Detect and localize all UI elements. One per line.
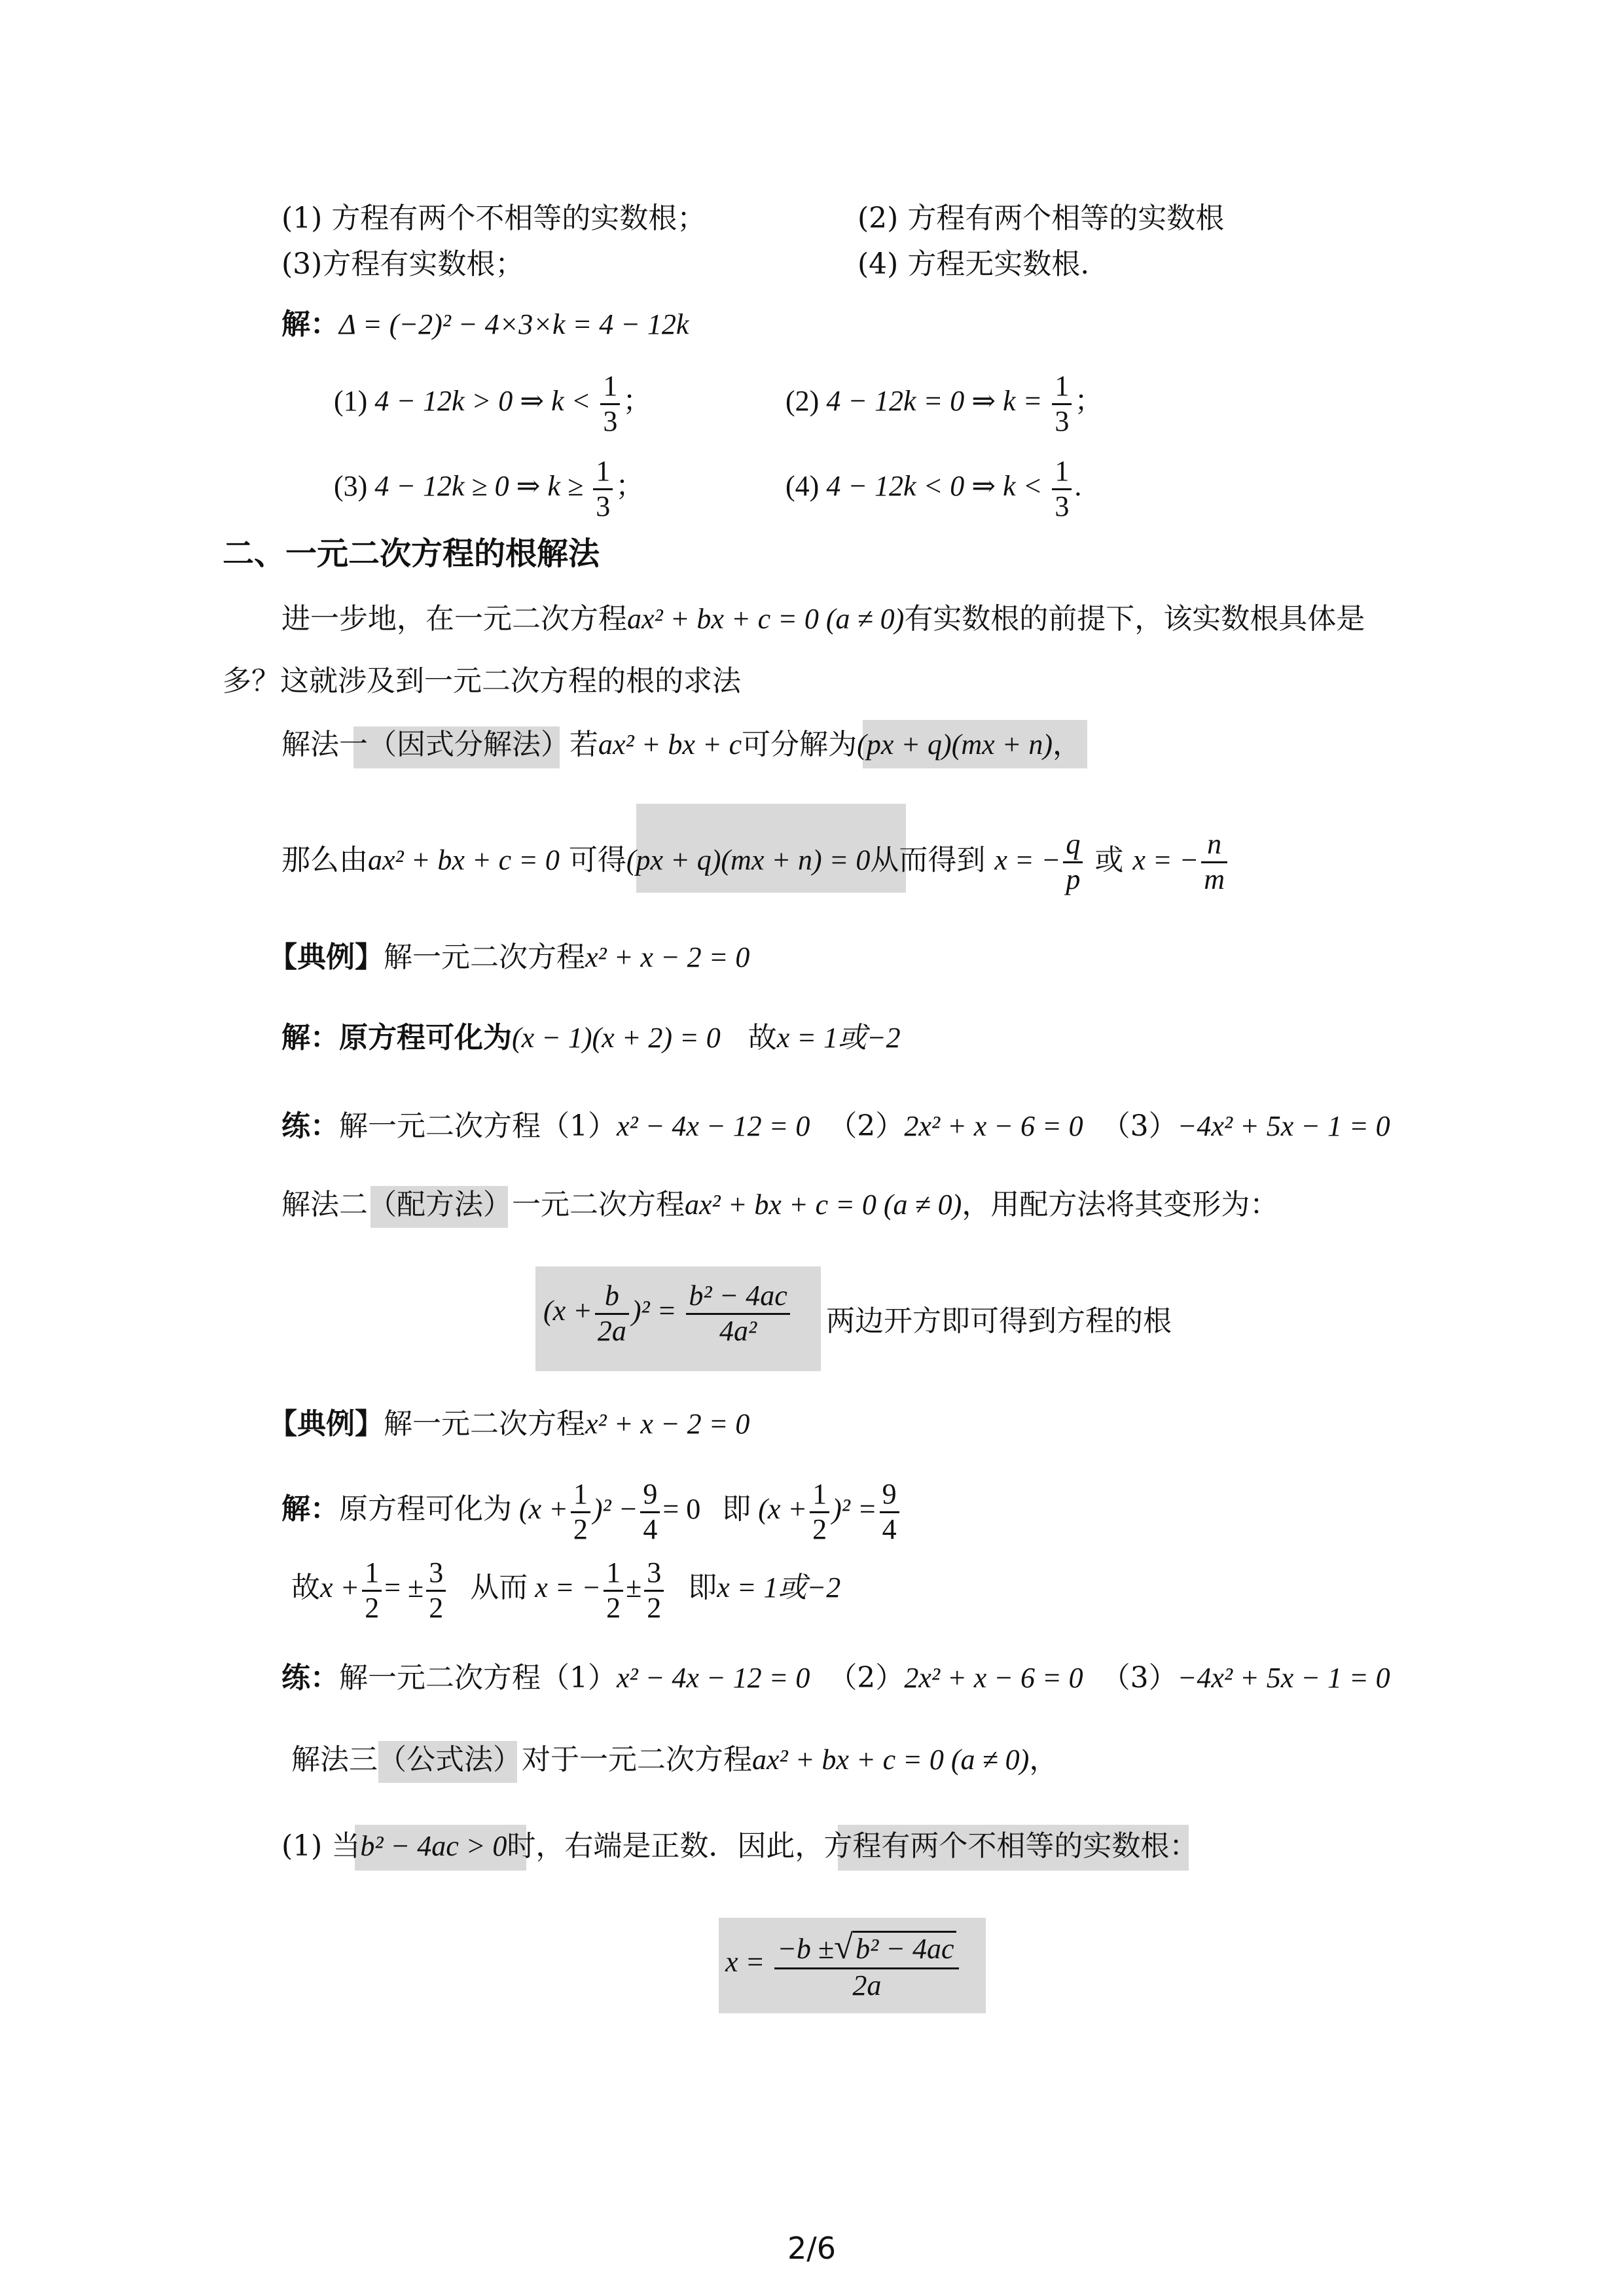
case-3-den: 3: [596, 490, 611, 522]
method1-comma: ，: [1053, 728, 1081, 761]
m2f-lhs-num: b: [595, 1280, 629, 1315]
example2-ji: 即: [722, 1492, 751, 1526]
practice-item-1-eq: x² − 4x − 12 = 0: [617, 1110, 810, 1142]
method1-line-1: [281, 728, 1081, 762]
e2l2-f2d: 2: [429, 1591, 444, 1624]
m3-case1-colon: ：: [1169, 1829, 1199, 1863]
root2-den: m: [1204, 863, 1225, 895]
practice-item-1-label: （1）: [541, 1109, 617, 1143]
condition-2: (2) 方程有两个相等的实数根: [857, 202, 1225, 235]
condition-4: (4) 方程无实数根.: [857, 247, 1090, 281]
example2-solution-line-1: [281, 1478, 902, 1546]
e2l2b-f2n: 3: [644, 1556, 664, 1592]
qf-numerator: [774, 1928, 959, 1969]
example1-solution-label: 解：原方程可化为: [281, 1021, 512, 1054]
practice-text: 解一元二次方程: [339, 1109, 541, 1143]
method1-root2-fraction: [1201, 828, 1227, 896]
example1-result: x = 1或−2: [776, 1022, 901, 1054]
case-1-den: 3: [603, 404, 618, 437]
practice-2: [281, 1661, 1390, 1696]
e2l2-frac1: [362, 1556, 382, 1624]
example2-ji2: 即: [688, 1571, 717, 1605]
method3-comma: ，: [1029, 1743, 1058, 1776]
e2l1-f1n: 1: [571, 1478, 590, 1513]
e2l1-a: (x +: [519, 1493, 568, 1526]
e2l1-f1d: 2: [573, 1513, 588, 1545]
method1-root2-lhs: x = −: [1132, 844, 1199, 876]
case-3-expr: 4 − 12k ≥ 0 ⇒ k ≥: [374, 470, 584, 503]
method3-label: 解法三: [291, 1743, 378, 1776]
practice2-text: 解一元二次方程: [339, 1661, 541, 1695]
case-3-end: ；: [615, 470, 645, 503]
qf-denominator: 2a: [852, 1969, 882, 2001]
method1-label: 解法一: [281, 728, 368, 761]
case-2-fraction: [1052, 370, 1072, 438]
practice-item-3-eq: −4x² + 5x − 1 = 0: [1177, 1110, 1390, 1142]
method1-line2-text-b: 可得: [568, 843, 626, 877]
example2-solution-text: 原方程可化为: [339, 1492, 512, 1526]
practice-1: [281, 1109, 1390, 1144]
example-2: [268, 1407, 749, 1442]
case-4-fraction: [1052, 455, 1072, 523]
practice2-item-1-label: （1）: [541, 1661, 617, 1695]
case-4-label: (4): [785, 470, 820, 503]
page-number: 2/6: [787, 2231, 837, 2266]
e2l1-f2n: 9: [640, 1478, 660, 1513]
method1-root1-lhs: x = −: [994, 844, 1061, 876]
e2l1-frac2: [640, 1478, 660, 1546]
case-4-den: 3: [1055, 490, 1070, 522]
e2l1b-b: )² =: [832, 1493, 877, 1526]
e2l2-b: = ±: [384, 1571, 424, 1604]
case-4-num: 1: [1052, 455, 1072, 490]
method1-factorization: (px + q)(mx + n): [857, 728, 1053, 761]
method2-tag: （配方法）: [368, 1188, 512, 1221]
practice-label: 练：: [281, 1109, 339, 1143]
practice2-item-3-eq: −4x² + 5x − 1 = 0: [1177, 1662, 1390, 1694]
case-3-num: 1: [593, 455, 613, 490]
m2f-lhs-den: 2a: [597, 1314, 626, 1347]
e2l1b-f1d: 2: [812, 1513, 827, 1545]
case-1-num: 1: [600, 370, 620, 405]
example2-solution-label: 解：: [281, 1492, 339, 1526]
qf-fraction: [774, 1928, 959, 2002]
root1-den: p: [1066, 863, 1081, 895]
example1-conclude: 故: [748, 1021, 777, 1054]
sqrt-icon: √: [834, 1928, 854, 1966]
practice2-item-1-eq: x² − 4x − 12 = 0: [617, 1662, 810, 1694]
root2-num: n: [1201, 828, 1227, 863]
m2f-rhs-den: 4a²: [719, 1314, 757, 1347]
case-1-end: ；: [623, 385, 652, 418]
case-4-end: .: [1074, 470, 1082, 503]
method1-or: 或: [1094, 843, 1124, 877]
condition-3: (3)方程有实数根；: [281, 247, 524, 281]
e2l1b-frac1: [810, 1478, 829, 1546]
intro-text-b: 有实数根的前提下，该实数根具体是: [904, 602, 1365, 636]
m3-case1-conclusion: 方程有两个不相等的实数根: [823, 1829, 1170, 1863]
practice-item-2-eq: 2x² + x − 6 = 0: [904, 1110, 1083, 1142]
e2l1-f2d: 4: [643, 1513, 658, 1545]
e2l1b-f1n: 1: [810, 1478, 829, 1513]
case-2-label: (2): [785, 385, 820, 418]
e2l2b-f2d: 2: [647, 1591, 662, 1624]
m3-case1-condition: b² − 4ac > 0: [360, 1830, 507, 1862]
method1-tag: （因式分解法）: [368, 728, 569, 761]
case-1-label: (1): [334, 385, 368, 418]
method1-zero-product: (px + q)(mx + n) = 0: [626, 844, 871, 876]
case-2-expr: 4 − 12k = 0 ⇒ k =: [826, 385, 1043, 418]
m2f-lhs-close: )² =: [631, 1295, 677, 1327]
m2f-lhs-fraction: [595, 1280, 629, 1348]
e2l2-frac2: [426, 1556, 446, 1624]
qf-radicand: b² − 4ac: [853, 1931, 956, 1965]
method2-equation: ax² + bx + c = 0 (a ≠ 0): [685, 1189, 962, 1221]
case-4-expr: 4 − 12k < 0 ⇒ k <: [826, 470, 1043, 503]
case-3-fraction: [593, 455, 613, 523]
e2l2b-frac2: [644, 1556, 664, 1624]
delta-expression: Δ = (−2)² − 4×3×k = 4 − 12k: [339, 308, 689, 340]
practice2-item-2-label: （2）: [828, 1661, 905, 1695]
example-equation: x² + x − 2 = 0: [585, 941, 750, 973]
case-1-expr: 4 − 12k > 0 ⇒ k <: [374, 385, 591, 418]
method2-formula: [543, 1280, 793, 1348]
case-1-fraction: [600, 370, 620, 438]
method3-text: 对于一元二次方程: [522, 1743, 752, 1776]
example-tag: 【典例】: [268, 941, 384, 974]
e2l1-frac1: [571, 1478, 590, 1546]
condition-1: (1) 方程有两个不相等的实数根；: [281, 202, 706, 235]
example2-result: x = 1或−2: [717, 1571, 841, 1604]
e2l2-f2n: 3: [426, 1556, 446, 1592]
practice2-item-3-label: （3）: [1101, 1661, 1178, 1695]
m2f-rhs-fraction: [686, 1280, 789, 1348]
practice-item-3-label: （3）: [1101, 1109, 1178, 1143]
e2l2b-f1d: 2: [606, 1591, 621, 1624]
delta-line: [281, 308, 689, 342]
method2-text-b: ，用配方法将其变形为：: [962, 1188, 1279, 1221]
intro-line-2: 多？这就涉及到一元二次方程的根的求法: [223, 664, 741, 698]
example2-solution-line-2: [291, 1556, 840, 1624]
intro-line-1: [281, 602, 1365, 637]
method1-line-2: [281, 828, 1230, 896]
example1-factored: (x − 1)(x + 2) = 0: [512, 1022, 721, 1054]
case-2-num: 1: [1052, 370, 1072, 405]
intro-equation: ax² + bx + c = 0 (a ≠ 0): [627, 603, 905, 635]
method1-text-b: 可分解为: [742, 728, 857, 761]
e2l2b-f1n: 1: [604, 1556, 623, 1592]
e2l2-f1d: 2: [365, 1591, 380, 1624]
case-3-label: (3): [334, 470, 368, 503]
e2l2b-frac1: [604, 1556, 623, 1624]
practice2-label: 练：: [281, 1661, 339, 1695]
method1-line2-text-a: 那么由: [281, 843, 368, 877]
e2l1-c: = 0: [662, 1493, 701, 1526]
method1-text-a: 若: [569, 728, 598, 761]
method1-line2-equation: ax² + bx + c = 0: [368, 844, 560, 876]
example2-tag: 【典例】: [268, 1407, 384, 1441]
method1-line2-text-c: 从而得到: [870, 843, 986, 877]
method1-polynomial: ax² + bx + c: [598, 728, 742, 761]
section-heading: 二、一元二次方程的根解法: [223, 535, 600, 572]
qf-num-a: −b ±: [777, 1933, 835, 1965]
e2l2b-b: ±: [626, 1571, 642, 1604]
example-text: 解一元二次方程: [384, 941, 585, 974]
e2l2-f1n: 1: [362, 1556, 382, 1592]
e2l1b-frac2: [880, 1478, 899, 1546]
method3-tag: （公式法）: [378, 1743, 522, 1776]
root1-num: q: [1063, 828, 1083, 863]
example-1-solution: [281, 1021, 901, 1056]
case-3: [334, 455, 644, 523]
practice-item-2-label: （2）: [828, 1109, 905, 1143]
m3-case1-label: (1) 当: [281, 1829, 361, 1863]
example2-equation: x² + x − 2 = 0: [585, 1408, 750, 1440]
case-2: [785, 370, 1103, 438]
case-2-end: ；: [1074, 385, 1104, 418]
method3-equation: ax² + bx + c = 0 (a ≠ 0): [752, 1744, 1030, 1776]
e2l1b-f2d: 4: [882, 1513, 897, 1545]
example2-gu: 故: [291, 1571, 320, 1605]
m3-case1-text: 时，右端是正数．因此，: [507, 1829, 824, 1863]
method1-root1-fraction: [1063, 828, 1083, 896]
method3-line: [291, 1743, 1058, 1778]
case-2-den: 3: [1055, 404, 1070, 437]
case-4: [785, 455, 1081, 523]
m2f-rhs-num: b² − 4ac: [686, 1280, 789, 1315]
example2-text: 解一元二次方程: [384, 1407, 585, 1441]
e2l1b-a: (x +: [758, 1493, 808, 1526]
e2l2b-a: x = −: [535, 1571, 602, 1604]
e2l2-a: x +: [320, 1571, 360, 1604]
method2-text-a: 一元二次方程: [512, 1188, 685, 1221]
case-1: [334, 370, 651, 438]
method2-line: [281, 1188, 1278, 1223]
method2-after-text: 两边开方即可得到方程的根: [826, 1304, 1172, 1338]
intro-text-a: 进一步地，在一元二次方程: [281, 602, 627, 636]
e2l1b-f2n: 9: [880, 1478, 899, 1513]
example-1: [268, 941, 749, 975]
quadratic-formula: [725, 1928, 962, 2002]
example2-congr: 从而: [470, 1571, 528, 1605]
qf-lhs: x =: [725, 1946, 765, 1979]
practice2-item-2-eq: 2x² + x − 6 = 0: [904, 1662, 1083, 1694]
method2-label: 解法二: [281, 1188, 368, 1221]
e2l1-b: )² −: [592, 1493, 638, 1526]
solve-label: 解：: [281, 308, 339, 341]
m2f-lhs-open: (x +: [543, 1295, 592, 1327]
m3-case1-line: [281, 1829, 1198, 1864]
